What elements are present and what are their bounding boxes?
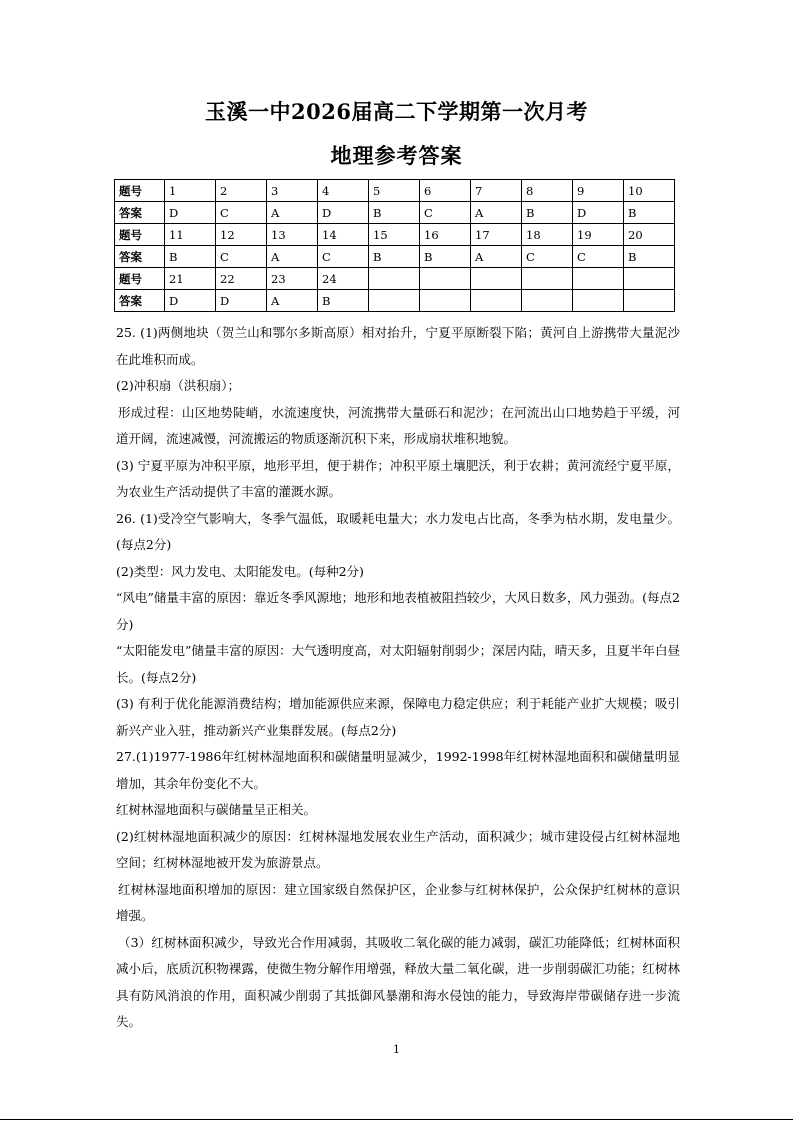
answer-26-2-solar: “太阳能发电”储量丰富的原因：大气透明度高，对太阳辐射削弱少；深居内陆，晴天多，且夏半年白昼长。(每点2分) bbox=[116, 643, 680, 685]
answer-cell: B bbox=[369, 246, 420, 268]
answer-cell: B bbox=[624, 246, 675, 268]
answer-cell bbox=[573, 290, 624, 312]
answer-cell: B bbox=[369, 202, 420, 224]
answer-cell: A bbox=[267, 246, 318, 268]
question-label: 题号 bbox=[115, 180, 165, 202]
page-number: 1 bbox=[393, 1043, 400, 1056]
answer-cell: B bbox=[624, 202, 675, 224]
answer-25-2-process: 形成过程：山区地势陡峭，水流速度快，河流携带大量砾石和泥沙；在河流出山口地势趋于平缓，河道开阔，流速减慢，河流搬运的物质逐渐沉积下来，形成扇状堆积地貌。 bbox=[116, 404, 680, 446]
question-number-cell: 12 bbox=[216, 224, 267, 246]
document-title: 玉溪一中2026届高二下学期第一次月考 bbox=[205, 99, 588, 124]
answer-cell bbox=[369, 290, 420, 312]
question-number-cell: 23 bbox=[267, 268, 318, 290]
question-number-cell: 15 bbox=[369, 224, 420, 246]
question-number-cell: 21 bbox=[165, 268, 216, 290]
answer-label: 答案 bbox=[115, 290, 165, 312]
question-number-cell bbox=[420, 268, 471, 290]
question-number-cell: 16 bbox=[420, 224, 471, 246]
answer-label: 答案 bbox=[115, 246, 165, 268]
answer-26-2-type: (2)类型：风力发电、太阳能发电。(每种2分) bbox=[116, 563, 364, 579]
question-number-row bbox=[115, 224, 675, 246]
answer-cell: C bbox=[420, 202, 471, 224]
question-number-cell bbox=[573, 268, 624, 290]
answer-cell: B bbox=[420, 246, 471, 268]
answer-cell: C bbox=[216, 246, 267, 268]
question-number-cell: 20 bbox=[624, 224, 675, 246]
answer-cell bbox=[624, 290, 675, 312]
question-number-cell: 11 bbox=[165, 224, 216, 246]
answer-cell bbox=[522, 290, 573, 312]
answer-cell: C bbox=[318, 246, 369, 268]
answer-27-3: （3）红树林面积减少，导致光合作用减弱，其吸收二氧化碳的能力减弱，碳汇功能降低；红树林面积减小后，底质沉积物裸露，使微生物分解作用增强，释放大量二氧化碳，进一步削弱碳汇功能；红树林具有防风消浪的作用，面积减少削弱了其抵御风暴潮和海水侵蚀的能力，导致海岸带碳储存进一步流失。 bbox=[116, 934, 680, 1029]
answer-row bbox=[115, 290, 675, 312]
question-number-cell: 17 bbox=[471, 224, 522, 246]
answer-25-3: (3) 宁夏平原为冲积平原，地形平坦，便于耕作；冲积平原土壤肥沃，利于农耕；黄河流经宁夏平原，为农业生产活动提供了丰富的灌溉水源。 bbox=[116, 457, 680, 499]
answer-key-table bbox=[114, 179, 675, 312]
answer-label: 答案 bbox=[115, 202, 165, 224]
question-number-cell bbox=[471, 268, 522, 290]
answer-27-1-relation: 红树林湿地面积与碳储量呈正相关。 bbox=[116, 802, 317, 817]
question-label: 题号 bbox=[115, 224, 165, 246]
answer-25-2-type: (2)冲积扇（洪积扇）； bbox=[116, 378, 240, 393]
question-number-cell: 1 bbox=[165, 180, 216, 202]
answer-cell: B bbox=[522, 202, 573, 224]
answer-cell: B bbox=[318, 290, 369, 312]
question-number-cell: 8 bbox=[522, 180, 573, 202]
document-subtitle: 地理参考答案 bbox=[330, 143, 463, 168]
answer-row bbox=[115, 202, 675, 224]
question-number-cell: 2 bbox=[216, 180, 267, 202]
question-number-cell: 24 bbox=[318, 268, 369, 290]
answer-27-2-increase: 红树林湿地面积增加的原因：建立国家级自然保护区，企业参与红树林保护，公众保护红树林的意识增强。 bbox=[116, 881, 680, 923]
answer-cell: C bbox=[522, 246, 573, 268]
answer-cell: A bbox=[471, 202, 522, 224]
question-number-cell: 10 bbox=[624, 180, 675, 202]
answer-26-3: (3) 有利于优化能源消费结构；增加能源供应来源，保障电力稳定供应；利于耗能产业扩大规模；吸引新兴产业入驻，推动新兴产业集群发展。(每点2分) bbox=[116, 696, 680, 738]
answer-cell: B bbox=[165, 246, 216, 268]
answer-27-2-decrease: (2)红树林湿地面积减少的原因：红树林湿地发展农业生产活动，面积减少；城市建设侵占红树林湿地空间；红树林湿地被开发为旅游景点。 bbox=[116, 828, 680, 870]
answer-cell: A bbox=[471, 246, 522, 268]
answer-cell: C bbox=[216, 202, 267, 224]
question-number-cell bbox=[369, 268, 420, 290]
answer-26-1: 26. (1)受冷空气影响大，冬季气温低，取暖耗电量大；水力发电占比高，冬季为枯水期，发电量少。(每点2分) bbox=[116, 510, 680, 552]
answer-cell bbox=[471, 290, 522, 312]
question-number-row bbox=[115, 268, 675, 290]
question-number-cell: 18 bbox=[522, 224, 573, 246]
bottom-divider bbox=[0, 1119, 793, 1120]
answer-row bbox=[115, 246, 675, 268]
question-number-cell bbox=[522, 268, 573, 290]
question-number-cell: 3 bbox=[267, 180, 318, 202]
question-number-cell: 9 bbox=[573, 180, 624, 202]
question-number-cell: 6 bbox=[420, 180, 471, 202]
question-number-cell bbox=[624, 268, 675, 290]
answer-25-1: 25. (1)两侧地块（贺兰山和鄂尔多斯高原）相对抬升，宁夏平原断裂下陷；黄河自上游携带大量泥沙在此堆积而成。 bbox=[116, 325, 680, 367]
answer-26-2-wind: “风电”储量丰富的原因：靠近冬季风源地；地形和地表植被阻挡较少，大风日数多，风力强劲。(每点2分) bbox=[116, 590, 680, 632]
answer-cell: D bbox=[573, 202, 624, 224]
answer-cell bbox=[420, 290, 471, 312]
answer-content bbox=[116, 320, 680, 1036]
answer-cell: A bbox=[267, 290, 318, 312]
answer-cell: C bbox=[573, 246, 624, 268]
answer-27-1-trend: 27.(1)1977-1986年红树林湿地面积和碳储量明显减少，1992-1998年红树林湿地面积和碳储量明显增加，其余年份变化不大。 bbox=[116, 749, 680, 791]
question-label: 题号 bbox=[115, 268, 165, 290]
question-number-cell: 22 bbox=[216, 268, 267, 290]
question-number-cell: 4 bbox=[318, 180, 369, 202]
answer-cell: A bbox=[267, 202, 318, 224]
answer-cell: D bbox=[165, 290, 216, 312]
answer-cell: D bbox=[216, 290, 267, 312]
answer-cell: D bbox=[165, 202, 216, 224]
answer-cell: D bbox=[318, 202, 369, 224]
question-number-cell: 7 bbox=[471, 180, 522, 202]
question-number-cell: 13 bbox=[267, 224, 318, 246]
question-number-row bbox=[115, 180, 675, 202]
question-number-cell: 19 bbox=[573, 224, 624, 246]
question-number-cell: 5 bbox=[369, 180, 420, 202]
question-number-cell: 14 bbox=[318, 224, 369, 246]
